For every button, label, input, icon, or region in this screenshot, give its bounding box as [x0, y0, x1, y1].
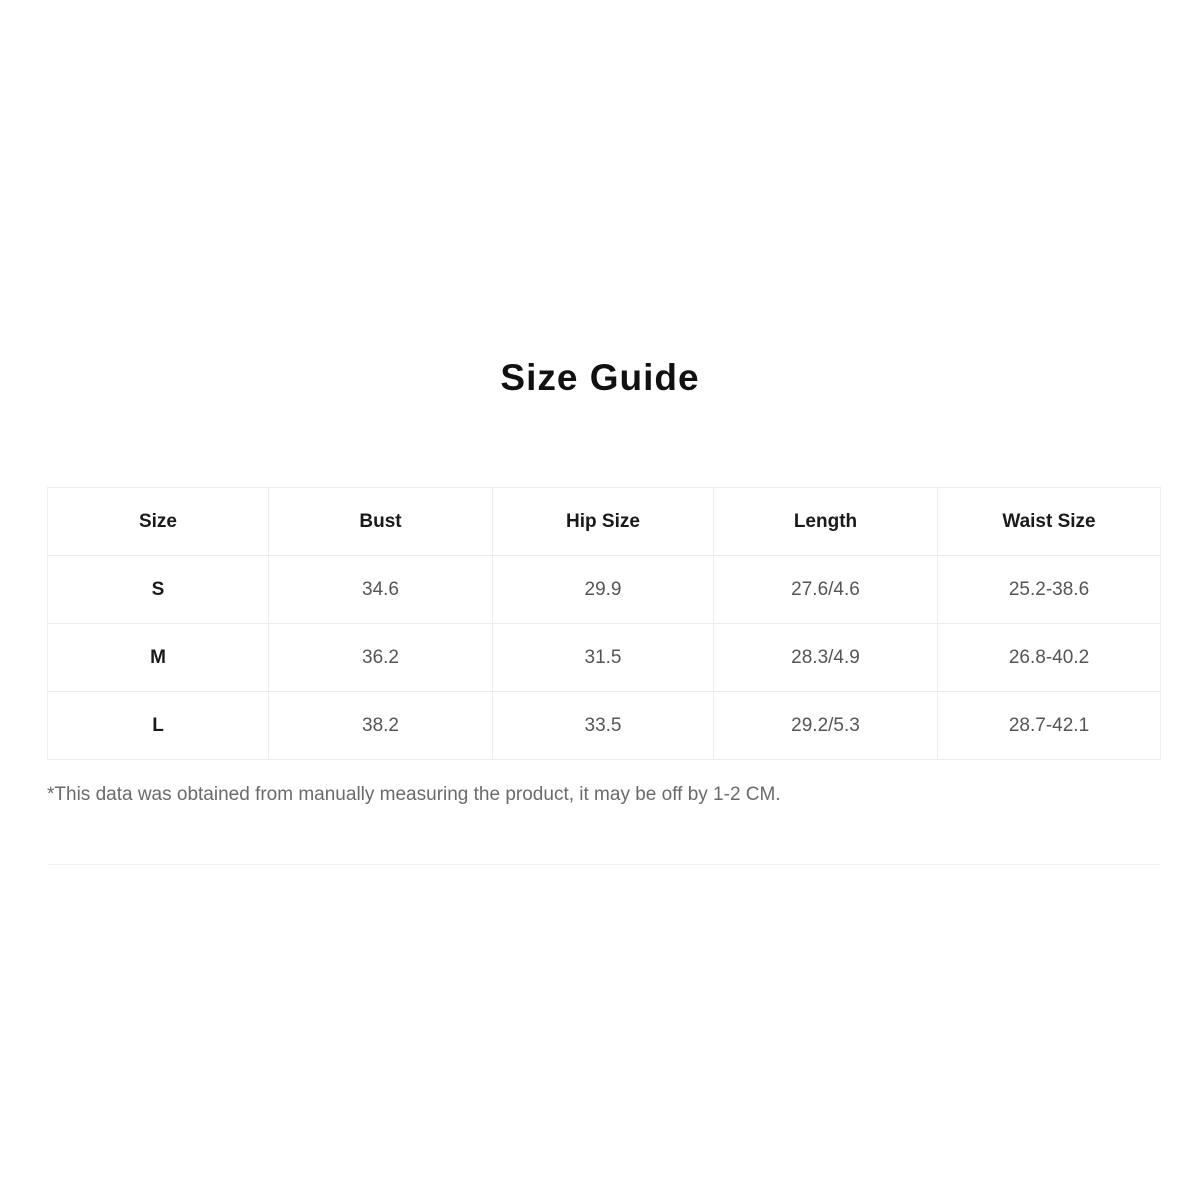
table-row — [48, 624, 1161, 692]
cell-length: 27.6/4.6 — [714, 556, 938, 624]
header-size: Size — [48, 488, 269, 556]
table-row — [48, 556, 1161, 624]
cell-size: M — [48, 624, 269, 692]
cell-size: L — [48, 692, 269, 760]
cell-hip-size: 33.5 — [493, 692, 714, 760]
divider — [47, 864, 1160, 865]
header-hip-size: Hip Size — [493, 488, 714, 556]
cell-bust: 38.2 — [269, 692, 493, 760]
cell-waist-size: 26.8-40.2 — [938, 624, 1161, 692]
header-length: Length — [714, 488, 938, 556]
cell-size: S — [48, 556, 269, 624]
measurement-note: *This data was obtained from manually measuring the product, it may be off by 1-2 CM. — [47, 784, 781, 805]
table-header-row — [48, 488, 1161, 556]
cell-length: 28.3/4.9 — [714, 624, 938, 692]
cell-bust: 36.2 — [269, 624, 493, 692]
cell-hip-size: 29.9 — [493, 556, 714, 624]
cell-waist-size: 28.7-42.1 — [938, 692, 1161, 760]
cell-bust: 34.6 — [269, 556, 493, 624]
page-title: Size Guide — [500, 357, 700, 398]
size-table — [47, 487, 1161, 760]
table-row — [48, 692, 1161, 760]
header-waist-size: Waist Size — [938, 488, 1161, 556]
header-bust: Bust — [269, 488, 493, 556]
cell-length: 29.2/5.3 — [714, 692, 938, 760]
cell-waist-size: 25.2-38.6 — [938, 556, 1161, 624]
cell-hip-size: 31.5 — [493, 624, 714, 692]
